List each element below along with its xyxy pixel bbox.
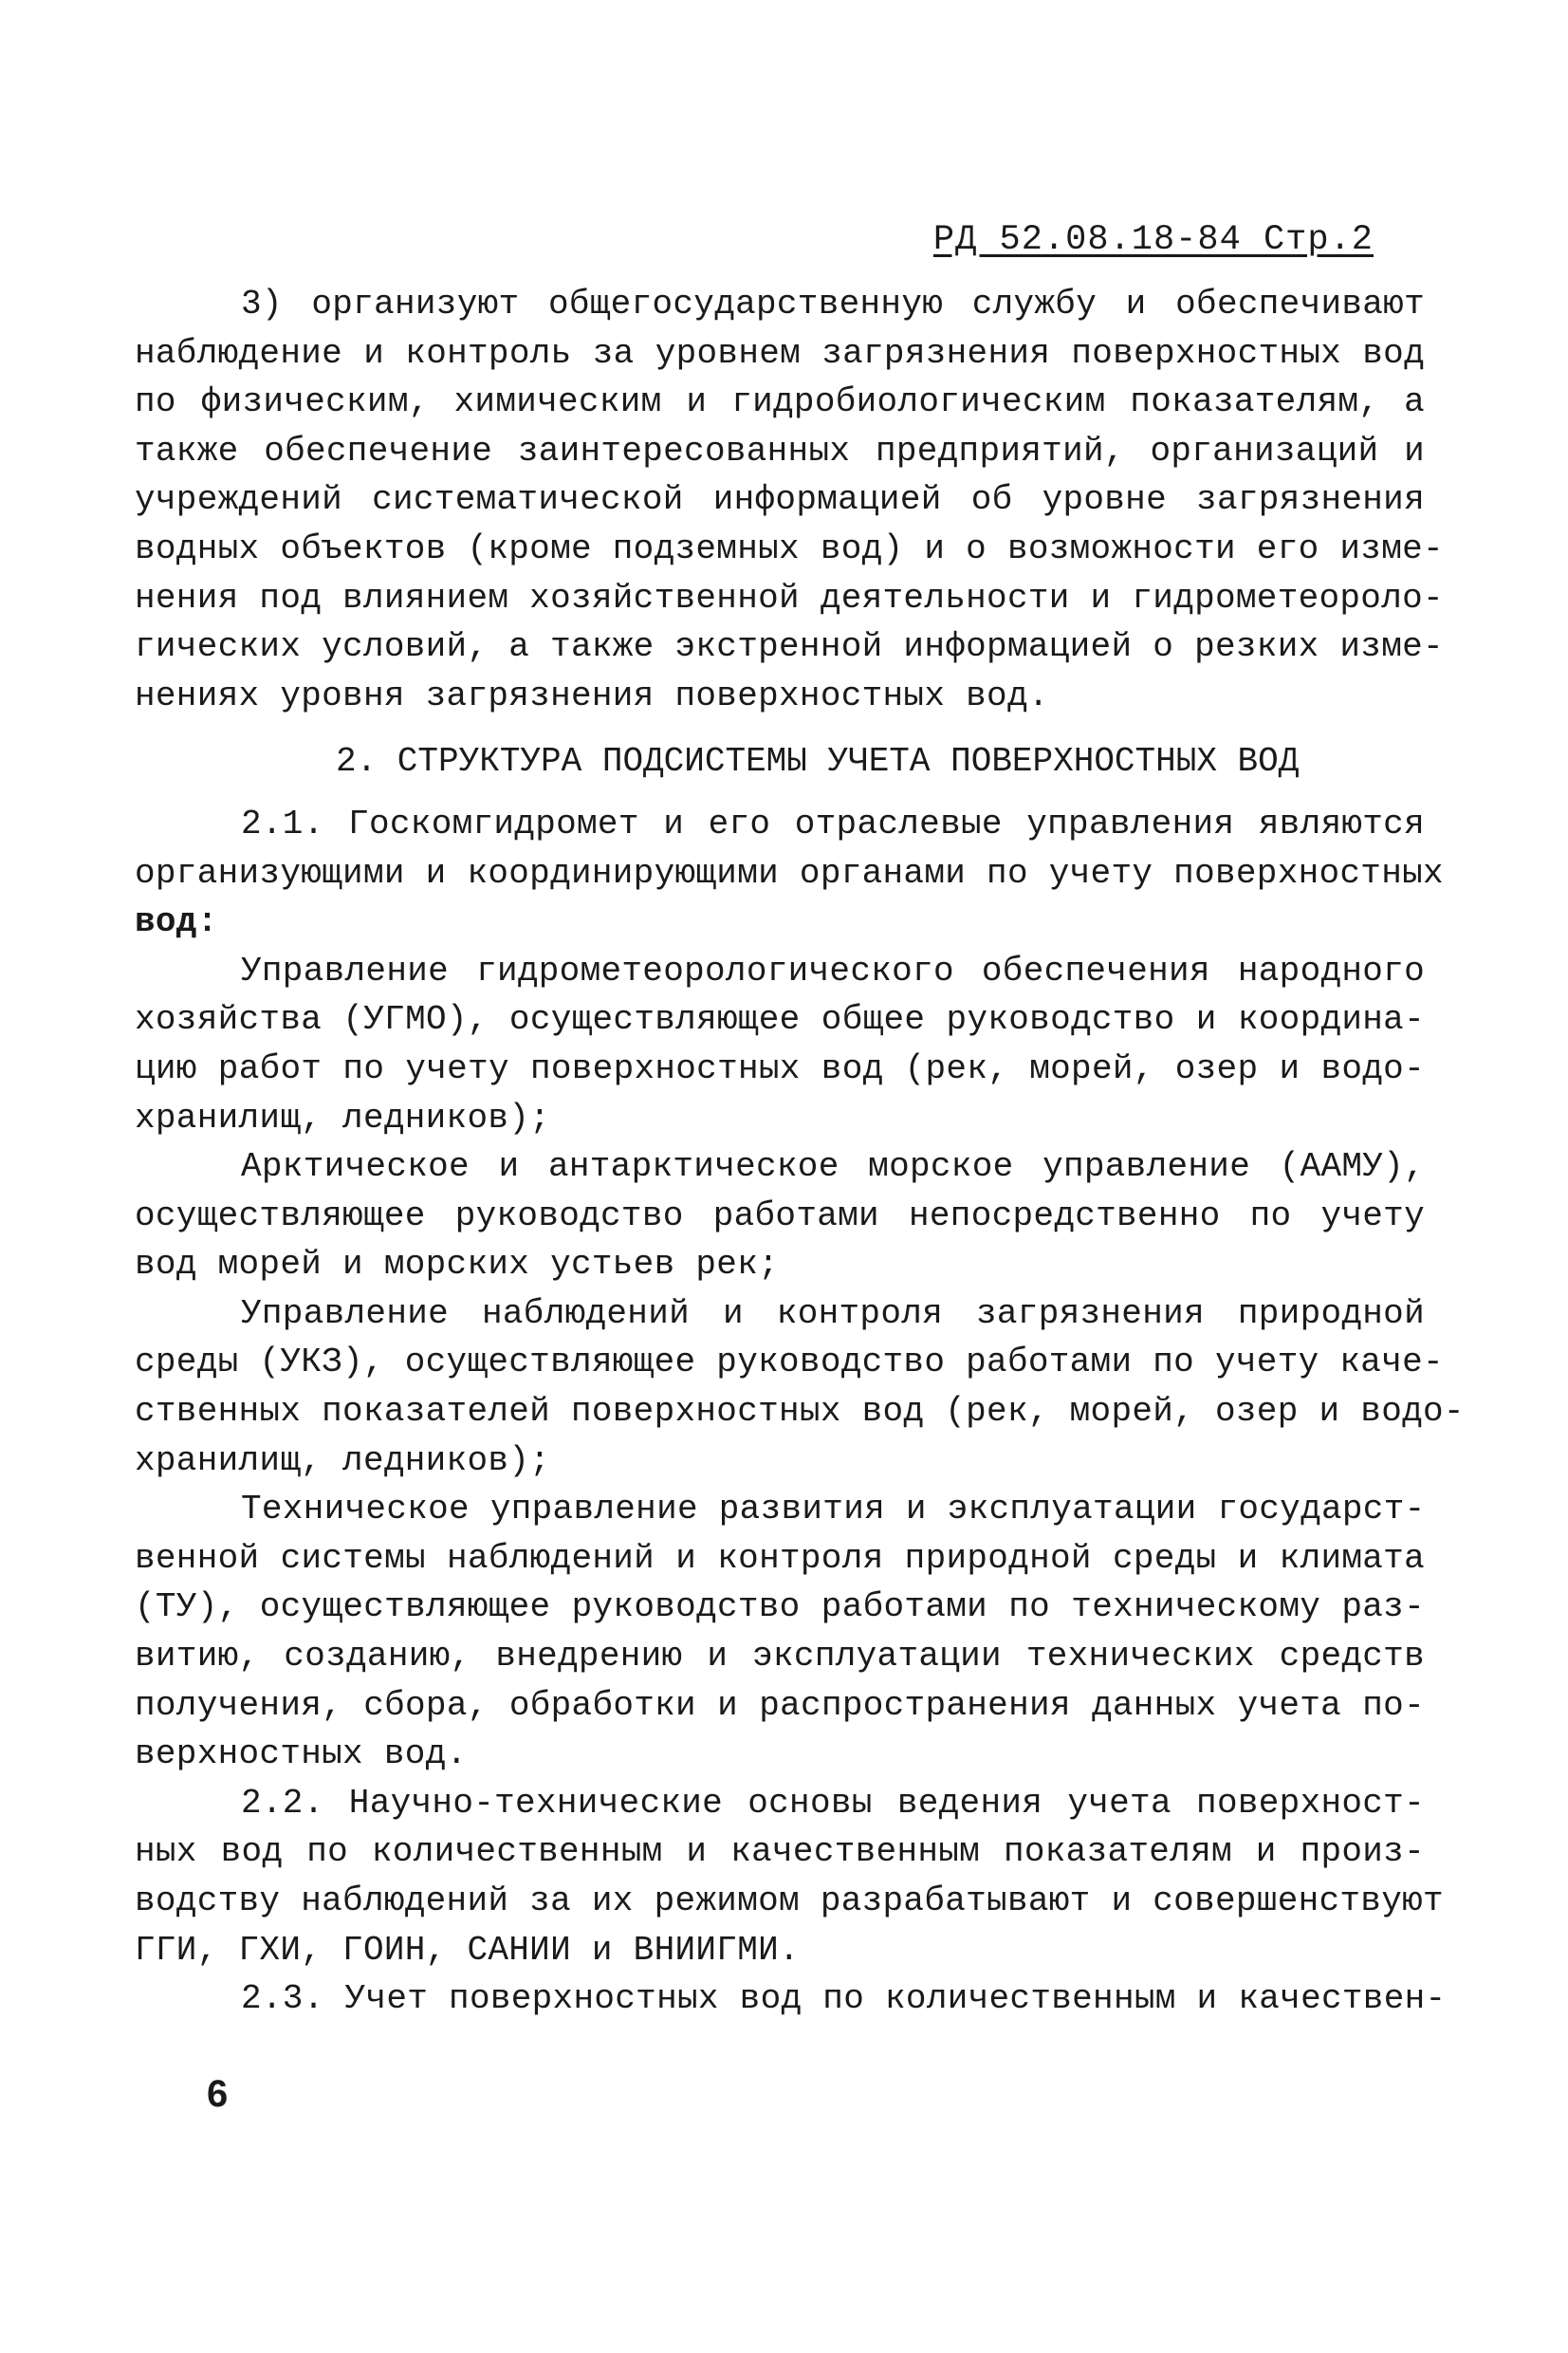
- paragraph-ukz: [135, 1289, 1465, 1485]
- paragraph-item-3: [135, 280, 1444, 720]
- text-line: 3) организуют общегосударственную службу и обеспечивают: [241, 285, 1425, 324]
- text-line: 2.1. Госкомгидромет и его отраслевые управления являются: [241, 804, 1425, 843]
- text-line: Управление гидрометеорологического обеспечения народного: [241, 951, 1425, 991]
- paragraph-tu: [135, 1485, 1425, 1779]
- section-heading: 2. СТРУКТУРА ПОДСИСТЕМЫ УЧЕТА ПОВЕРХНОСТНЫХ ВОД: [336, 742, 1300, 782]
- text-line: нения под влиянием хозяйственной деятельности и гидрометеороло-: [135, 578, 1444, 618]
- paragraph-2-2: [135, 1779, 1444, 1974]
- text-line: учреждений систематической информацией об уровне загрязнения: [135, 480, 1425, 520]
- text-line: нениях уровня загрязнения поверхностных вод.: [135, 676, 1049, 715]
- paragraph-2-1: [135, 800, 1444, 947]
- document-body: [135, 280, 1465, 2024]
- text-line: получения, сбора, обработки и распространения данных учета по-: [135, 1685, 1425, 1725]
- text-line: хранилищ, ледников);: [135, 1098, 551, 1138]
- text-line: венной системы наблюдений и контроля природной среды и климата: [135, 1538, 1425, 1578]
- paragraph-2-3: [135, 1974, 1447, 2024]
- text-line: вод морей и морских устьев рек;: [135, 1245, 780, 1285]
- text-line: хозяйства (УГМО), осуществляющее общее руководство и координа-: [135, 1000, 1425, 1040]
- text-line: ГГИ, ГХИ, ГОИН, САНИИ и ВНИИГМИ.: [135, 1930, 800, 1970]
- text-line: организующими и координирующими органами по учету поверхностных: [135, 853, 1444, 893]
- text-line: гических условий, а также экстренной информацией о резких изме-: [135, 627, 1444, 667]
- text-line: среды (УКЗ), осуществляющее руководство работами по учету каче-: [135, 1343, 1444, 1382]
- paragraph-aamu: [135, 1142, 1425, 1289]
- text-line: витию, созданию, внедрению и эксплуатации технических средств: [135, 1637, 1425, 1677]
- text-line: водству наблюдений за их режимом разрабатывают и совершенствуют: [135, 1881, 1444, 1920]
- text-line: цию работ по учету поверхностных вод (рек, морей, озер и водо-: [135, 1048, 1425, 1088]
- text-line: (ТУ), осуществляющее руководство работами по техническому раз-: [135, 1587, 1425, 1627]
- text-line: осуществляющее руководство работами непосредственно по учету: [135, 1195, 1425, 1235]
- text-line: также обеспечение заинтересованных предприятий, организаций и: [135, 431, 1425, 471]
- text-line: хранилищ, ледников);: [135, 1440, 551, 1480]
- text-line: ных вод по количественным и качественным показателям и произ-: [135, 1832, 1425, 1872]
- paragraph-ugmo: [135, 947, 1425, 1142]
- text-line: водных объектов (кроме подземных вод) и о возможности его изме-: [135, 528, 1444, 568]
- text-line: Управление наблюдений и контроля загрязнения природной: [241, 1293, 1425, 1333]
- text-line: Техническое управление развития и эксплуатации государст-: [241, 1490, 1426, 1529]
- document-header: РД 52.08.18-84 Стр.2: [932, 220, 1374, 260]
- text-line: Арктическое и антарктическое морское управление (ААМУ),: [241, 1147, 1425, 1187]
- text-line: 2.3. Учет поверхностных вод по количественным и качествен-: [241, 1979, 1447, 2019]
- text-line: 2.2. Научно-технические основы ведения учета поверхност-: [241, 1783, 1425, 1823]
- text-line: верхностных вод.: [135, 1734, 468, 1774]
- text-line: наблюдение и контроль за уровнем загрязнения поверхностных вод: [135, 333, 1425, 373]
- text-line: ственных показателей поверхностных вод (рек, морей, озер и водо-: [135, 1392, 1465, 1432]
- text-line: вод:: [135, 902, 218, 942]
- page-number: 6: [207, 2073, 229, 2115]
- text-line: по физическим, химическим и гидробиологическим показателям, а: [135, 382, 1425, 422]
